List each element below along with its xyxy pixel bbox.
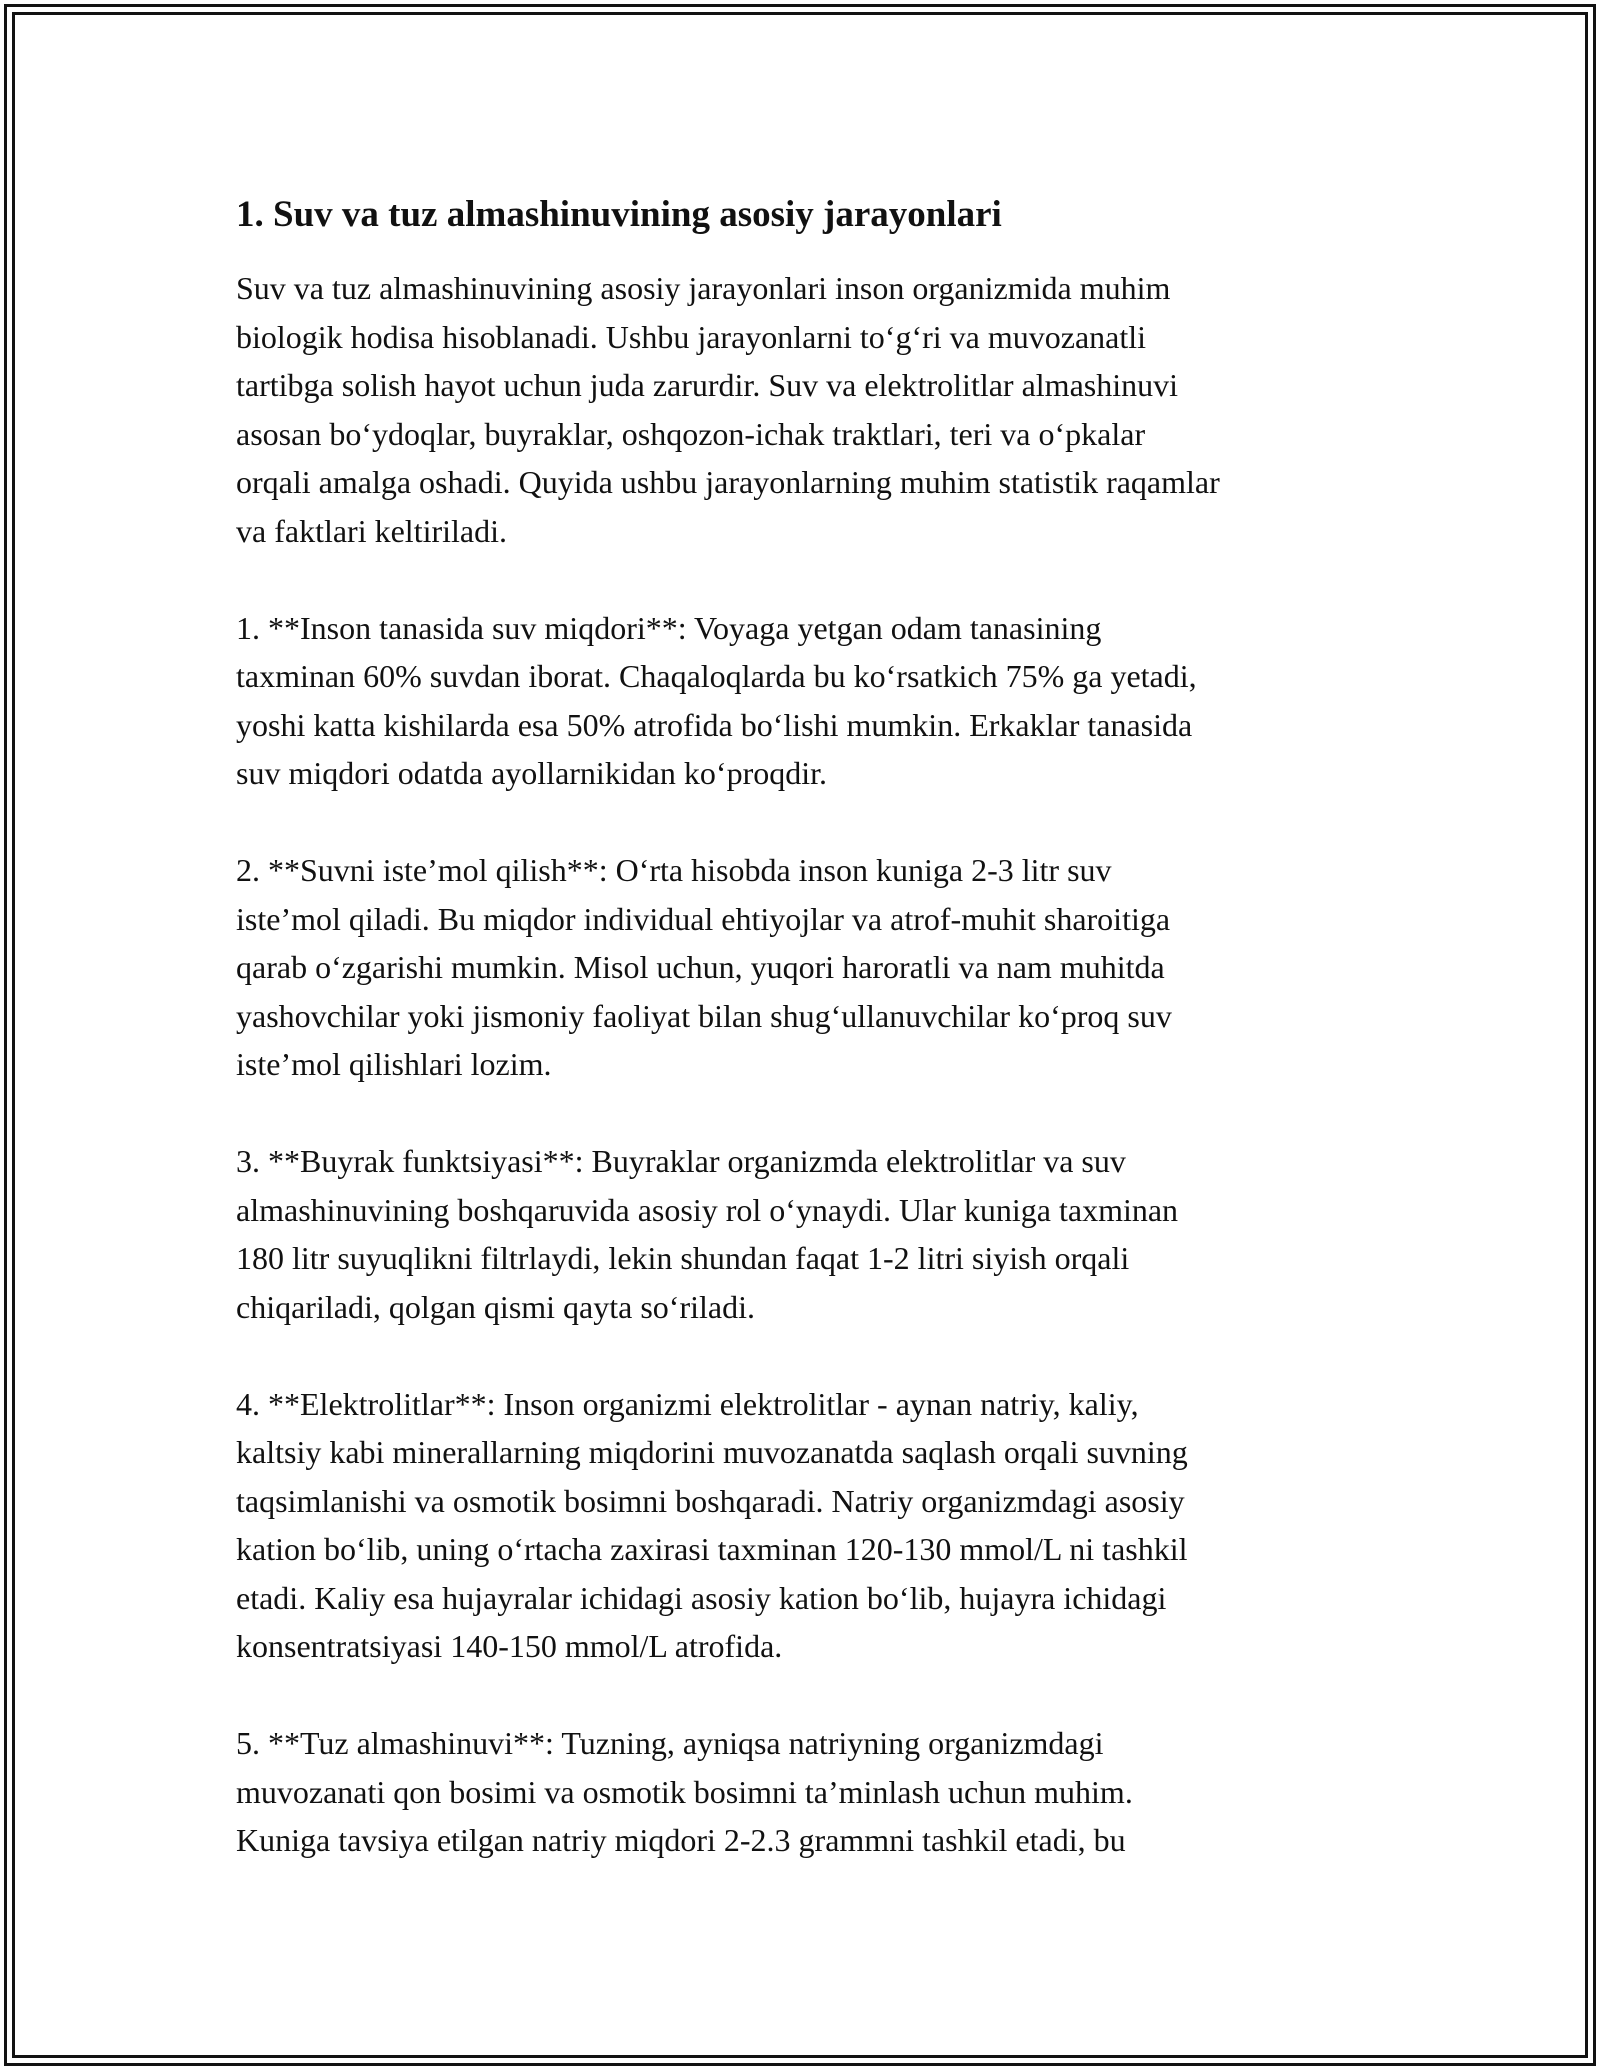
text-line: biologik hodisa hisoblanadi. Ushbu jarayonlarni to‘g‘ri va muvozanatli [236,318,1147,355]
text-line: 5. **Tuz almashinuvi**: Tuzning, ayniqsa natriyning organizmdagi [236,1725,1104,1761]
list-item-electrolytes [236,1380,1376,1671]
text-line: etadi. Kaliy esa hujayralar ichidagi asosiy kation bo‘lib, hujayra ichidagi [236,1579,1167,1616]
text-line: Kuniga tavsiya etilgan natriy miqdori 2-2.3 grammni tashkil etadi, bu [236,1822,1126,1858]
text-line: kaltsiy kabi minerallarning miqdorini muvozanatda saqlash orqali suvning [236,1434,1188,1470]
text-line: 4. **Elektrolitlar**: Inson organizmi elektrolitlar - aynan natriy, kaliy, [236,1385,1139,1422]
text-line: suv miqdori odatda ayollarnikidan ko‘proqdir. [236,755,827,791]
text-line: 3. **Buyrak funktsiyasi**: Buyraklar organizmda elektrolitlar va suv [236,1143,1126,1179]
text-line: chiqariladi, qolgan qismi qayta so‘riladi. [236,1288,755,1325]
text-line: va faktlari keltiriladi. [236,512,507,549]
text-line: orqali amalga oshadi. Quyida ushbu jarayonlarning muhim statistik raqamlar [236,464,1220,500]
document-body [236,188,1376,1865]
text-line: iste’mol qilishlari lozim. [236,1046,552,1082]
list-item-water-intake [236,846,1376,1089]
list-item-water-content [236,604,1376,798]
text-line: 2. **Suvni iste’mol qilish**: O‘rta hisobda inson kuniga 2-3 litr suv [236,852,1112,888]
text-line: muvozanati qon bosimi va osmotik bosimni ta’minlash uchun muhim. [236,1773,1133,1810]
text-line: taqsimlanishi va osmotik bosimni boshqaradi. Natriy organizmdagi asosiy [236,1482,1185,1519]
list-item-kidney-function [236,1137,1376,1331]
intro-paragraph [236,264,1376,555]
text-line: 180 litr suyuqlikni filtrlaydi, lekin shundan faqat 1-2 litri siyish orqali [236,1240,1130,1276]
text-line: Suv va tuz almashinuvining asosiy jarayonlari inson organizmida muhim [236,270,1171,306]
list-item-salt-exchange [236,1719,1376,1865]
text-line: yashovchilar yoki jismoniy faoliyat bilan shug‘ullanuvchilar ko‘proq suv [236,997,1172,1034]
text-line: tartibga solish hayot uchun juda zarurdir. Suv va elektrolitlar almashinuvi [236,367,1178,403]
section-heading: 1. Suv va tuz almashinuvining asosiy jarayonlari [236,194,1002,235]
text-line: asosan bo‘ydoqlar, buyraklar, oshqozon-ichak traktlari, teri va o‘pkalar [236,415,1146,452]
text-line: konsentratsiyasi 140-150 mmol/L atrofida. [236,1628,783,1664]
text-line: 1. **Inson tanasida suv miqdori**: Voyaga yetgan odam tanasining [236,609,1102,646]
text-line: yoshi katta kishilarda esa 50% atrofida bo‘lishi mumkin. Erkaklar tanasida [236,706,1193,743]
text-line: taxminan 60% suvdan iborat. Chaqaloqlarda bu ko‘rsatkich 75% ga yetadi, [236,658,1197,694]
text-line: almashinuvining boshqaruvida asosiy rol o‘ynaydi. Ular kuniga taxminan [236,1191,1179,1228]
text-line: kation bo‘lib, uning o‘rtacha zaxirasi taxminan 120-130 mmol/L ni tashkil [236,1531,1188,1567]
text-line: iste’mol qiladi. Bu miqdor individual ehtiyojlar va atrof-muhit sharoitiga [236,900,1171,937]
text-line: qarab o‘zgarishi mumkin. Misol uchun, yuqori haroratli va nam muhitda [236,949,1165,985]
